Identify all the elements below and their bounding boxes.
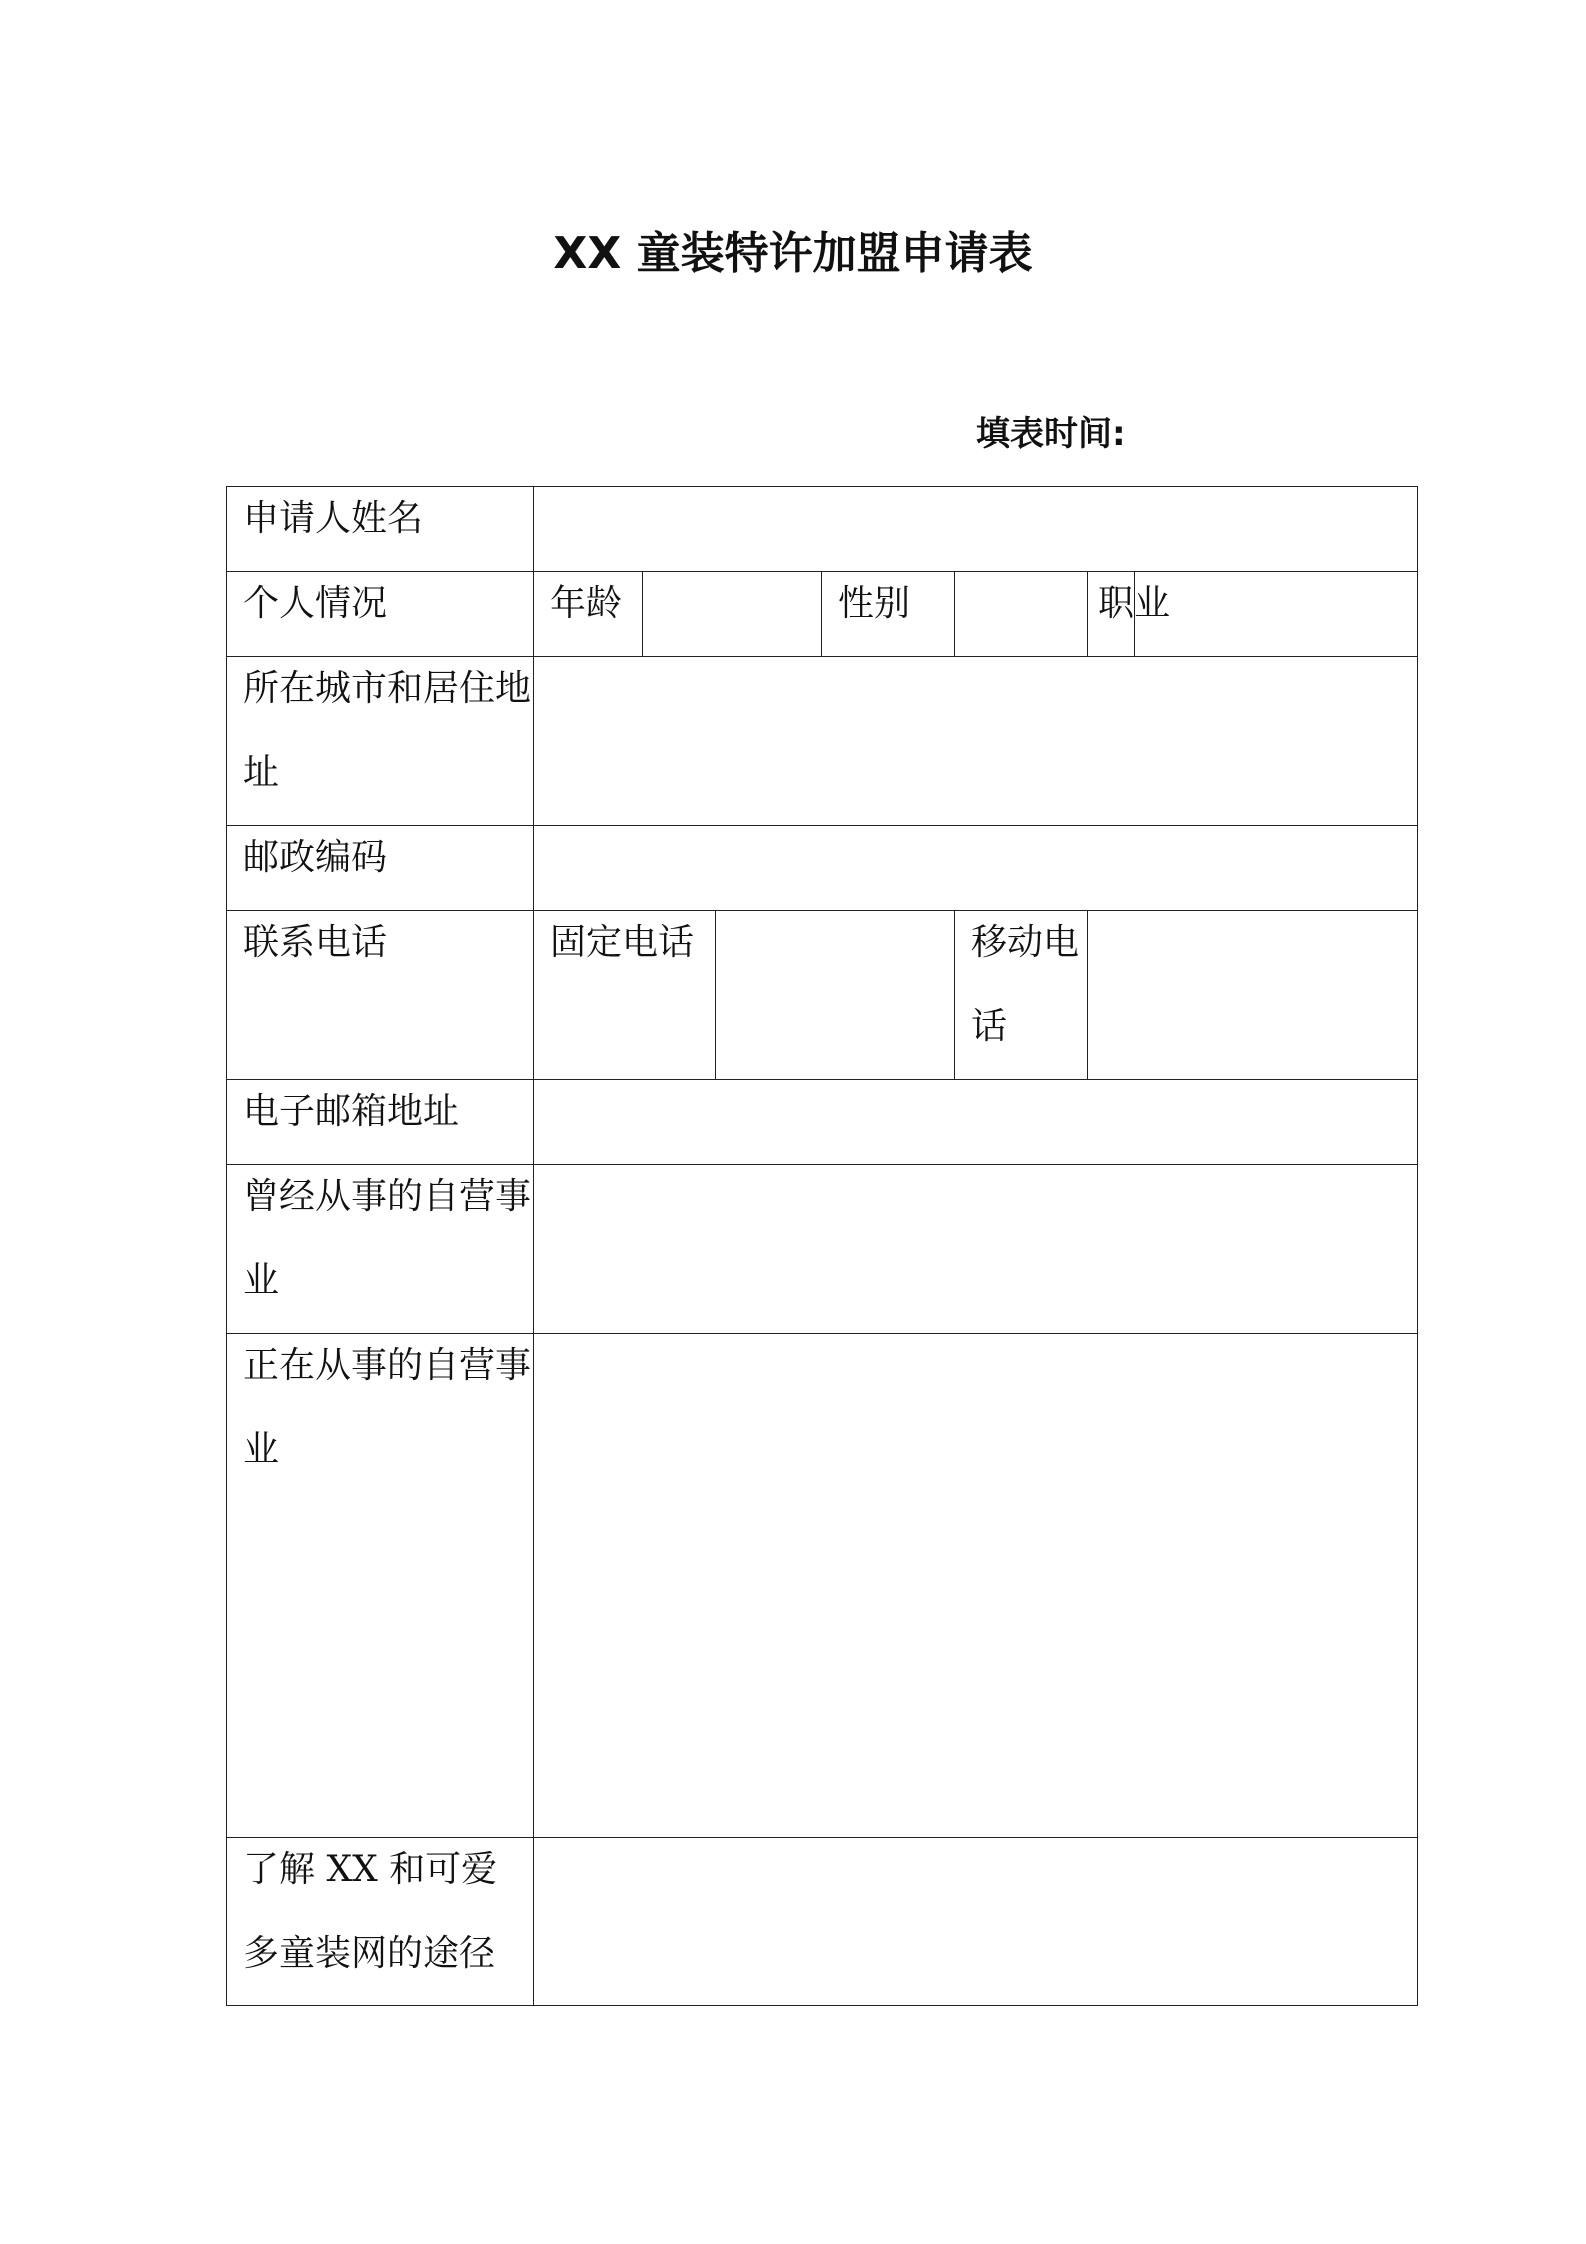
past-business-field[interactable] <box>534 1165 1418 1334</box>
landline-label-cell <box>534 911 716 1080</box>
referral-source-field[interactable] <box>534 1838 1418 2006</box>
postal-code-label: 邮政编码 <box>243 837 388 878</box>
gender-label-cell <box>822 572 955 657</box>
landline-field[interactable] <box>716 911 955 1080</box>
occupation-field[interactable] <box>1135 572 1418 657</box>
age-field[interactable] <box>643 572 822 657</box>
row-referral-source <box>227 1838 1418 2006</box>
mobile-label: 移动电话 <box>971 922 1080 1047</box>
current-business-label: 正在从事的自营事业 <box>243 1345 532 1470</box>
email-label-cell <box>227 1080 534 1165</box>
postal-code-label-cell <box>227 826 534 911</box>
document-title: XX 童装特许加盟申请表 <box>553 228 1033 279</box>
personal-info-label-cell <box>227 572 534 657</box>
row-personal-info <box>227 572 1418 657</box>
gender-field[interactable] <box>955 572 1088 657</box>
city-address-field[interactable] <box>534 657 1418 826</box>
row-contact-phone <box>227 911 1418 1080</box>
row-past-business <box>227 1165 1418 1334</box>
age-label-cell <box>534 572 643 657</box>
past-business-label-cell <box>227 1165 534 1334</box>
age-label: 年龄 <box>550 583 623 624</box>
occupation-label-cell <box>1088 572 1171 657</box>
gender-label: 性别 <box>838 583 911 624</box>
email-label: 电子邮箱地址 <box>243 1091 460 1132</box>
row-city-address <box>227 657 1418 826</box>
personal-info-label: 个人情况 <box>243 583 388 624</box>
city-address-label: 所在城市和居住地址 <box>243 668 532 793</box>
email-field[interactable] <box>534 1080 1418 1165</box>
current-business-field[interactable] <box>534 1334 1418 1838</box>
fill-time-label: 填表时间: <box>976 414 1126 454</box>
current-business-label-cell <box>227 1334 534 1838</box>
row-current-business <box>227 1334 1418 1838</box>
row-postal-code <box>227 826 1418 911</box>
application-form-table <box>226 486 1418 2006</box>
landline-label: 固定电话 <box>550 922 695 963</box>
contact-phone-label-cell <box>227 911 534 1080</box>
applicant-name-label: 申请人姓名 <box>243 498 424 539</box>
mobile-label-cell <box>955 911 1088 1080</box>
referral-source-label: 了解 XX 和可爱多童装网的途径 <box>243 1849 498 1974</box>
applicant-name-label-cell <box>227 487 534 572</box>
postal-code-field[interactable] <box>534 826 1418 911</box>
row-email <box>227 1080 1418 1165</box>
applicant-name-field[interactable] <box>534 487 1418 572</box>
mobile-field[interactable] <box>1088 911 1418 1080</box>
city-address-label-cell <box>227 657 534 826</box>
referral-source-label-cell <box>227 1838 534 2006</box>
row-applicant-name <box>227 487 1418 572</box>
contact-phone-label: 联系电话 <box>243 922 388 963</box>
past-business-label: 曾经从事的自营事业 <box>243 1176 532 1301</box>
occupation-label: 职业 <box>1098 583 1171 624</box>
